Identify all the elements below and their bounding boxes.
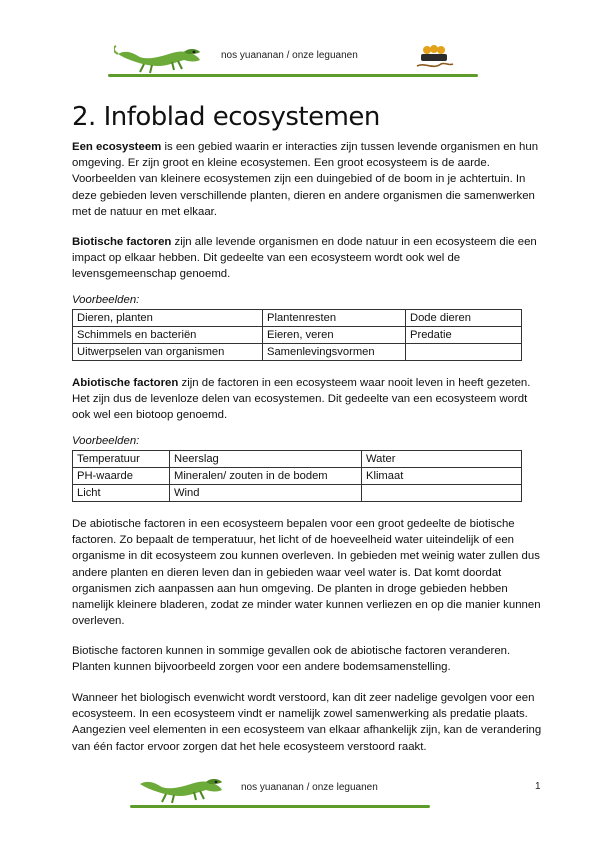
page-header: [100, 36, 500, 84]
table-cell: PH-waarde: [73, 468, 170, 485]
header-divider: [108, 74, 478, 77]
table-cell: Licht: [73, 485, 170, 502]
table-cell: Klimaat: [362, 468, 522, 485]
table-cell: [406, 344, 522, 361]
influence-paragraph: De abiotische factoren in een ecosysteem bepalen voor een groot gedeelte de biotische factoren. Zo bepaalt de temperatuur, het licht of de hoeveelheid water uiteindelijk of een organisme in dit ecosysteem zou kunnen overleven. In gebieden met weinig water zullen dus andere planten en dieren leven dan in gebieden waar veel water is. Dat komt doordat organismen zich aanpassen aan hun omgeving. De planten in droge gebieden hebben namelijk kleinere bladeren, zodat ze minder water kunnen verliezen en op die manier kunnen overleven.: [72, 518, 541, 628]
change-paragraph: Biotische factoren kunnen in sommige gevallen ook de abiotische factoren veranderen. Planten kunnen bijvoorbeeld zorgen voor een andere bodemsamenstelling.: [72, 645, 511, 674]
balance-paragraph: Wanneer het biologisch evenwicht wordt verstoord, kan dit zeer nadelige gevolgen voor een ecosysteem. In een ecosysteem vindt er namelijk zowel samenwerking als predatie plaats. Aangezien veel elementen in een ecosysteem van elkaar afhankelijk zijn, kan de verandering van één factor ervoor zorgen dat het hele ecosysteem verstoord raakt.: [72, 692, 542, 753]
table-cell: Samenlevingsvormen: [263, 344, 406, 361]
page-number: 1: [535, 781, 541, 792]
table-cell: Schimmels en bacteriën: [73, 327, 263, 344]
intro-term: Een ecosysteem: [72, 141, 162, 153]
intro-text: is een gebied waarin er interacties zijn tussen levende organismen en hun omgeving. Er zijn groot en kleine ecosystemen. Een groot ecosysteem is de aarde. Voorbeelden van kleinere ecosystemen zijn een duingebied of de boom in je achtertuin. In deze gebieden leven verschillende planten, dieren en andere organismen die samenwerken met de natuur en met elkaar.: [72, 141, 539, 218]
intro-paragraph: [72, 139, 542, 220]
table-row: [73, 451, 522, 468]
table-cell: Mineralen/ zouten in de bodem: [170, 468, 362, 485]
table-row: [73, 310, 522, 327]
abiotic-examples-table: [72, 450, 522, 502]
table-cell: Uitwerpselen van organismen: [73, 344, 263, 361]
table-cell: Neerslag: [170, 451, 362, 468]
biotic-examples-label: Voorbeelden:: [72, 294, 140, 306]
table-row: [73, 468, 522, 485]
biotic-examples-table: [72, 309, 522, 361]
table-row: [73, 485, 522, 502]
table-cell: Predatie: [406, 327, 522, 344]
table-cell: Eieren, veren: [263, 327, 406, 344]
footer-title: nos yuananan / onze leguanen: [241, 782, 378, 793]
table-cell: Plantenresten: [263, 310, 406, 327]
biotic-paragraph: [72, 234, 542, 283]
footer-divider: [130, 805, 430, 808]
caminda-logo-icon: [409, 44, 459, 70]
table-row: [73, 327, 522, 344]
biotic-text: zijn alle levende organismen en dode natuur in een ecosysteem die een impact op elkaar hebben. Dit gedeelte van een ecosysteem wordt ook wel de levensgemeenschap genoemd.: [72, 236, 537, 281]
table-cell: Water: [362, 451, 522, 468]
table-cell: Wind: [170, 485, 362, 502]
abiotic-text: zijn de factoren in een ecosysteem waar nooit leven in heeft gezeten. Het zijn dus de levenloze delen van ecosystemen. Dit gedeelte van een ecosysteem wordt ook wel een biotoop genoemd.: [72, 377, 531, 422]
table-cell: Dode dieren: [406, 310, 522, 327]
page-title: 2. Infoblad ecosystemen: [72, 102, 380, 132]
abiotic-examples-label: Voorbeelden:: [72, 435, 140, 447]
table-cell: Temperatuur: [73, 451, 170, 468]
header-title: nos yuananan / onze leguanen: [221, 50, 358, 61]
table-cell: Dieren, planten: [73, 310, 263, 327]
page-footer: [100, 770, 540, 818]
table-cell: [362, 485, 522, 502]
abiotic-paragraph: [72, 375, 542, 424]
table-row: [73, 344, 522, 361]
iguana-icon: [136, 770, 226, 804]
abiotic-term: Abiotische factoren: [72, 377, 179, 389]
iguana-icon: [114, 40, 204, 74]
biotic-term: Biotische factoren: [72, 236, 172, 248]
